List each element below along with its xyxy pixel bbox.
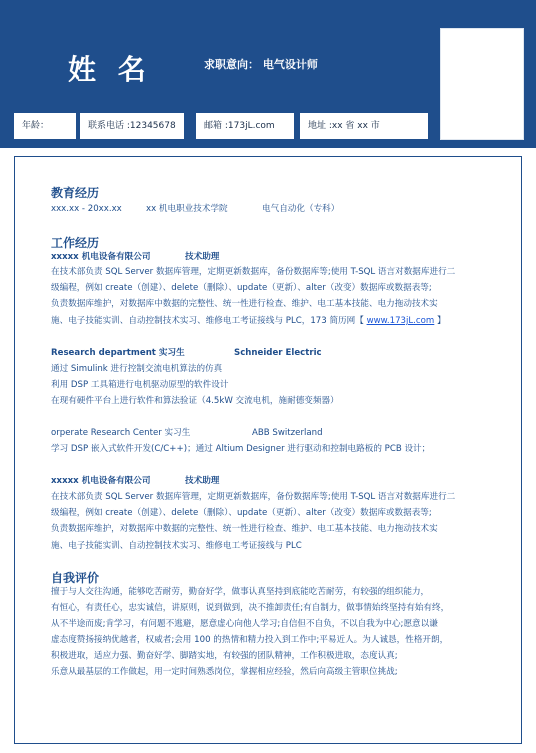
job4-line: 级编程，例如 create（创建）、delete（删除）、update（更新）、alter（改变）数据库或数据表等; <box>51 508 432 518</box>
job4-line: 施、电子技能实训、自动控制技术实习、维修电工考证接线与 PLC <box>51 541 302 551</box>
age-field: 年龄： <box>14 113 76 139</box>
job2-line: 通过 Simulink 进行控制交流电机算法的仿真 <box>51 364 223 374</box>
job1-line: 在技术部负责 SQL Server 数据库管理，定期更新数据库，备份数据库等;使用 T-SQL 语言对数据库进行二 <box>51 267 456 277</box>
job2-partner: Schneider Electric <box>234 348 322 358</box>
education-title: 教育经历 <box>51 186 100 200</box>
candidate-name: 姓 名 <box>68 53 152 86</box>
self-line: 虚态度赞扬接纳优越者，权威者;会用 100 的热情和精力投入到工作中;平易近人。为人诚恳，性格开朗， <box>51 635 449 645</box>
education-dates: xxx.xx - 20xx.xx <box>51 204 122 214</box>
photo-placeholder <box>440 28 524 140</box>
job2-line: 在现有硬件平台上进行软件和算法验证（4.5kW 交流电机，施耐德变频器） <box>51 396 339 406</box>
job3-partner: ABB Switzerland <box>252 428 323 438</box>
website-link[interactable]: www.173jL.com <box>366 316 435 326</box>
self-line: 乐意从最基层的工作做起，用一定时间熟悉岗位，掌握相应经验，然后向高级主管职位挑战; <box>51 667 398 677</box>
job2-line: 利用 DSP 工具箱进行电机驱动原型的软件设计 <box>51 380 229 390</box>
address-field: 地址 :xx 省 xx 市 <box>300 113 428 139</box>
self-line: 从不半途而废;肯学习，有问题不逃避，愿意虚心向他人学习;自信但不自负，不以自我为中心;愿意以谦 <box>51 619 438 629</box>
job3-line: 学习 DSP 嵌入式软件开发(C/C++)；通过 Altium Designer 进行驱动和控制电路板的 PCB 设计； <box>51 444 431 454</box>
education-major: 电气自动化（专科） <box>262 204 340 214</box>
job4-company: xxxxx 机电设备有限公司 <box>51 476 151 486</box>
job1-position: 技术助理 <box>185 252 220 262</box>
job1-line-last <box>51 315 446 328</box>
email-field: 邮箱 :173jL.com <box>196 113 294 139</box>
job4-position: 技术助理 <box>185 476 220 486</box>
job2-company: Research department 实习生 <box>51 348 185 358</box>
job1-line-bracket: 】 <box>437 316 446 326</box>
job1-line: 级编程，例如 create（创建）、delete（删除）、update（更新）、alter（改变）数据库或数据表等; <box>51 283 432 293</box>
job-intention: 求职意向： 电气设计师 <box>204 58 318 71</box>
self-evaluation-title: 自我评价 <box>51 571 100 585</box>
job1-company: xxxxx 机电设备有限公司 <box>51 252 151 262</box>
job4-line: 在技术部负责 SQL Server 数据库管理，定期更新数据库，备份数据库等;使用 T-SQL 语言对数据库进行二 <box>51 492 456 502</box>
job3-company: orperate Research Center 实习生 <box>51 428 191 438</box>
phone-field: 联系电话 :12345678 <box>80 113 184 139</box>
job4-line: 负责数据库维护，对数据库中数据的完整性、统一性进行检查、维护、电工基本技能、电力拖动技术实 <box>51 524 438 534</box>
self-line: 有恒心，有责任心，忠实诚信，讲原则，说到做到，决不推卸责任;有自制力，做事情始终坚持有始有终， <box>51 603 450 613</box>
self-line: 积极进取，适应力强、勤奋好学、脚踏实地，有较强的团队精神，工作积极进取，态度认真; <box>51 651 398 661</box>
education-school: xx 机电职业技术学院 <box>146 204 228 214</box>
job1-line-text: 施、电子技能实训、自动控制技术实习、维修电工考证接线与 PLC，173 简历网【 <box>51 316 364 326</box>
resume-header <box>0 0 536 148</box>
job1-line: 负责数据库维护，对数据库中数据的完整性、统一性进行检查、维护、电工基本技能、电力拖动技术实 <box>51 299 438 309</box>
work-title: 工作经历 <box>51 236 100 250</box>
self-line: 擅于与人交往沟通，能够吃苦耐劳，勤奋好学，做事认真坚持到底能吃苦耐劳，有较强的组织能力， <box>51 587 430 597</box>
